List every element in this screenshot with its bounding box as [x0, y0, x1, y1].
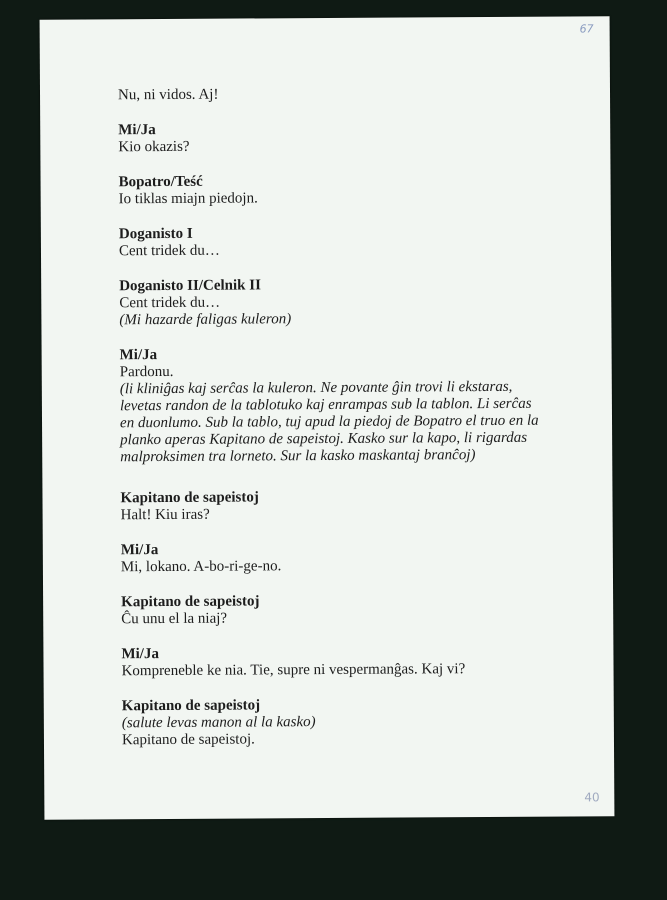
dialogue-line: Io tiklas miajn piedojn. [118, 190, 258, 208]
dialogue-block [121, 540, 571, 577]
dialogue-line: Pardonu. [119, 363, 174, 381]
script-text [118, 85, 572, 768]
dialogue-block [119, 172, 569, 209]
speaker-name: Kapitano de sapeistoj [121, 697, 261, 715]
speaker-name: Mi/Ja [118, 122, 156, 139]
speaker-name: Kapitano de sapeistoj [121, 593, 260, 611]
speaker-name: Mi/Ja [119, 347, 158, 364]
dialogue-line: Cent tridek du… [118, 242, 220, 260]
dialogue-line: Kio okazis? [118, 138, 190, 156]
stage-direction: levetas randon de la tablotuko kaj enrampas sub la tablon. Li serĉas [119, 395, 532, 415]
dialogue-block [122, 696, 572, 750]
stage-direction: (Mi hazarde faligas kuleron) [119, 311, 292, 329]
document-page [40, 16, 615, 819]
dialogue-block [121, 592, 571, 629]
speaker-name: Mi/Ja [121, 646, 159, 663]
dialogue-block [119, 224, 569, 261]
dialogue-line: Kapitano de sapeistoj. [121, 731, 255, 749]
dialogue-block [119, 276, 569, 330]
speaker-name: Bopatro/Teść [118, 173, 203, 191]
dialogue-line: Kompreneble ke nia. Tie, supre ni vespermanĝas. Kaj vi? [121, 661, 466, 680]
dialogue-block [120, 345, 571, 467]
dialogue-line: Mi, lokano. A-bo-ri-ge-no. [120, 558, 282, 576]
opening-line: Nu, ni vidos. Aj! [117, 86, 219, 104]
printed-page-number: 40 [584, 790, 600, 805]
stage-direction: (li kliniĝas kaj serĉas la kuleron. Ne povante ĝin trovi li ekstaras, [119, 378, 513, 398]
dialogue-line: Cent tridek du… [119, 294, 221, 312]
dialogue-line: Halt! Kiu iras? [120, 506, 210, 524]
dialogue-block [120, 488, 570, 525]
speaker-name: Kapitano de sapeistoj [120, 489, 259, 507]
stage-direction: (salute levas manon al la kasko) [121, 714, 316, 732]
speaker-name: Doganisto II/Celnik II [119, 277, 261, 295]
speaker-name: Mi/Ja [120, 542, 159, 559]
handwritten-page-number: 67 [579, 22, 594, 36]
dialogue-block [118, 120, 568, 157]
dialogue-block [121, 644, 571, 681]
speaker-name: Doganisto I [118, 225, 193, 243]
stage-direction: malproksimen tra lorneto. Sur la kasko maskantaj branĉoj) [120, 447, 476, 466]
dialogue-line: Ĉu unu el la niaj? [121, 610, 228, 628]
stage-direction: en duonlumo. Sub la tablo, tuj apud la piedoj de Bopatro el truo en la [119, 412, 539, 432]
stage-direction: planko aperas Kapitano de sapeistoj. Kasko sur la kapo, li rigardas [120, 429, 528, 449]
